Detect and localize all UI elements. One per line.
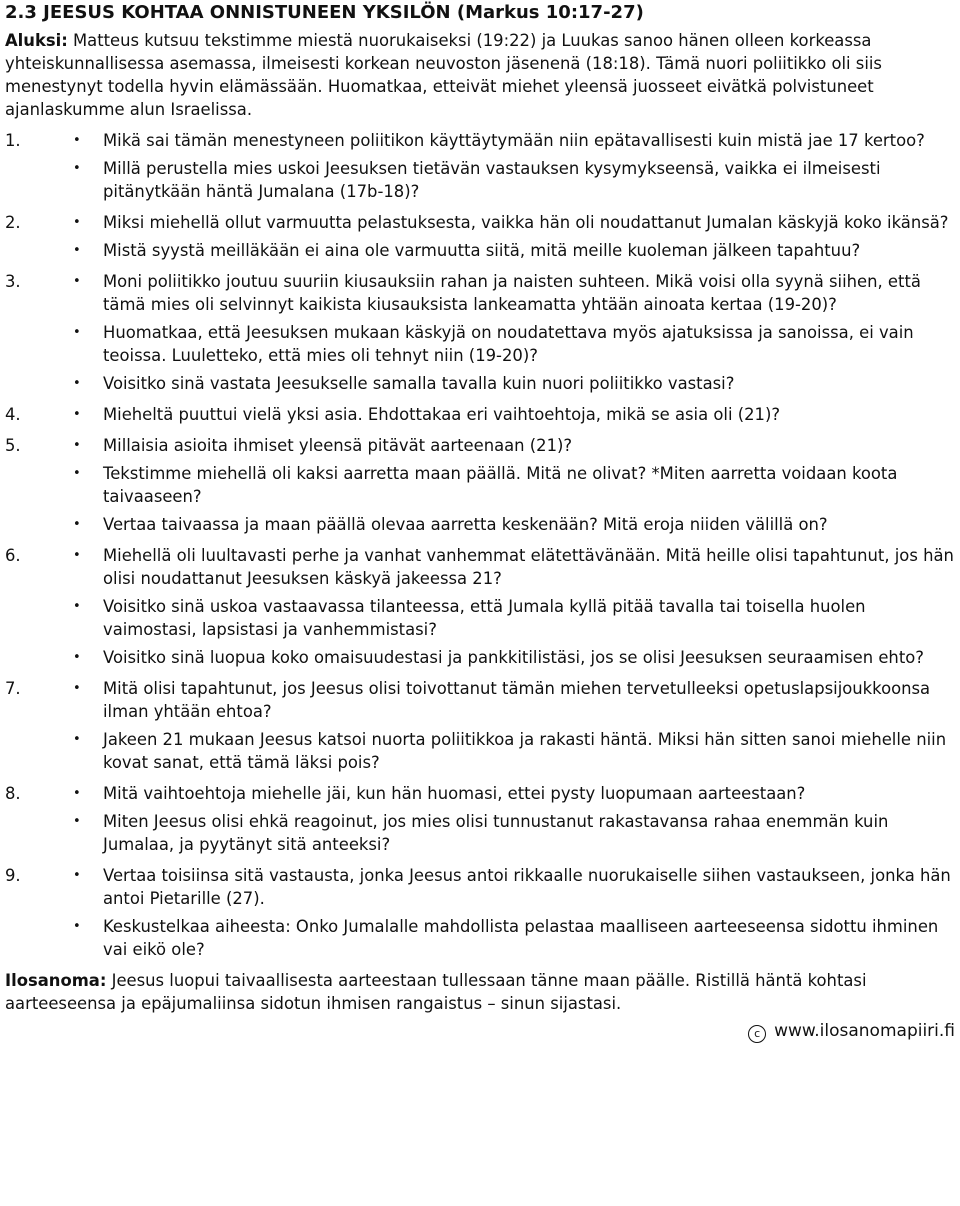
- question-list: [5, 129, 955, 961]
- question-block: [5, 211, 955, 262]
- question-text: Millaisia asioita ihmiset yleensä pitävät aarteenaan (21)?: [103, 436, 573, 455]
- question-text: Mitä vaihtoehtoja miehelle jäi, kun hän huomasi, ettei pysty luopumaan aarteestaan?: [103, 784, 806, 803]
- question-block: [5, 434, 955, 536]
- question-number: 1.: [5, 131, 21, 150]
- question-text: Keskustelkaa aiheesta: Onko Jumalalle mahdollista pelastaa maalliseen aarteeseensa sidottu ihminen vai eikö ole?: [103, 917, 939, 959]
- copyright-icon: c: [748, 1025, 766, 1043]
- bullet-icon: •: [73, 325, 81, 340]
- question-text: Miten Jeesus olisi ehkä reagoinut, jos mies olisi tunnustanut rakastavansa rahaa enemmän kuin Jumalaa, ja pyytänyt sitä anteeksi?: [103, 812, 889, 854]
- question-text: Voisitko sinä luopua koko omaisuudestasi ja pankkitilistäsi, jos se olisi Jeesuksen seuraamisen ehto?: [103, 648, 924, 667]
- question-number: 8.: [5, 784, 21, 803]
- page-title: 2.3 JEESUS KOHTAA ONNISTUNEEN YKSILÖN (Markus 10:17-27): [5, 2, 644, 23]
- question-block: [5, 864, 955, 961]
- question-item: [5, 513, 955, 536]
- question-number: 2.: [5, 213, 21, 232]
- question-number: 7.: [5, 679, 21, 698]
- question-item: [5, 915, 955, 961]
- bullet-icon: •: [73, 548, 81, 563]
- bullet-icon: •: [73, 243, 81, 258]
- question-text: Mieheltä puuttui vielä yksi asia. Ehdottakaa eri vaihtoehtoja, mikä se asia oli (21)?: [103, 405, 781, 424]
- bullet-icon: •: [73, 438, 81, 453]
- bullet-icon: •: [73, 376, 81, 391]
- question-number: 6.: [5, 546, 21, 565]
- question-block: [5, 270, 955, 395]
- question-text: Millä perustella mies uskoi Jeesuksen tietävän vastauksen kysymykseensä, vaikka ei ilmeisesti pitänytkään häntä Jumalana (17b-18)?: [103, 159, 881, 201]
- question-text: Miehellä oli luultavasti perhe ja vanhat vanhemmat elätettävänään. Mitä heille olisi tapahtunut, jos hän olisi noudattanut Jeesuksen käskyä jakeessa 21?: [103, 546, 954, 588]
- bullet-icon: •: [73, 215, 81, 230]
- question-block: [5, 782, 955, 856]
- question-text: Vertaa taivaassa ja maan päällä olevaa aarretta keskenään? Mitä eroja niiden välillä on?: [103, 515, 828, 534]
- question-item: [5, 403, 955, 426]
- intro-paragraph: [5, 29, 955, 121]
- bullet-icon: •: [73, 599, 81, 614]
- question-item: [5, 270, 955, 316]
- question-item: [5, 864, 955, 910]
- document-page: [5, 0, 955, 1043]
- question-item: [5, 372, 955, 395]
- question-text: Mistä syystä meilläkään ei aina ole varmuutta siitä, mitä meille kuoleman jälkeen tapahtuu?: [103, 241, 861, 260]
- bullet-icon: •: [73, 786, 81, 801]
- question-item: [5, 677, 955, 723]
- intro-text: Matteus kutsuu tekstimme miestä nuorukaiseksi (19:22) ja Luukas sanoo hänen olleen korkeassa yhteiskunnallisessa asemassa, ilmeisesti korkean neuvoston jäsenenä (18:18). Tämä nuori poliitikko oli siis menestynyt todella hyvin elämässään. Huomatkaa, etteivät miehet yleensä juosseet eivätkä polvistuneet ajanlaskumme alun Israelissa.: [5, 31, 882, 119]
- bullet-icon: •: [73, 650, 81, 665]
- footer: [5, 1020, 955, 1043]
- question-number: 9.: [5, 866, 21, 885]
- question-text: Huomatkaa, että Jeesuksen mukaan käskyjä on noudatettava myös ajatuksissa ja sanoissa, ei vain teoissa. Luuletteko, että mies oli tehnyt niin (19-20)?: [103, 323, 914, 365]
- question-item: [5, 810, 955, 856]
- question-item: [5, 129, 955, 152]
- question-number: 3.: [5, 272, 21, 291]
- question-text: Vertaa toisiinsa sitä vastausta, jonka Jeesus antoi rikkaalle nuorukaiselle siihen vastaukseen, jonka hän antoi Pietarille (27).: [103, 866, 951, 908]
- question-item: [5, 434, 955, 457]
- question-number: 5.: [5, 436, 21, 455]
- question-item: [5, 646, 955, 669]
- closing-text: Jeesus luopui taivaallisesta aarteestaan tullessaan tänne maan päälle. Ristillä häntä kohtasi aarteeseensa ja epäjumaliinsa sidotun ihmisen rangaistus – sinun sijastasi.: [5, 971, 867, 1013]
- question-item: [5, 211, 955, 234]
- question-item: [5, 544, 955, 590]
- footer-site: www.ilosanomapiiri.fi: [774, 1021, 955, 1041]
- question-text: Voisitko sinä vastata Jeesukselle samalla tavalla kuin nuori poliitikko vastasi?: [103, 374, 735, 393]
- question-text: Tekstimme miehellä oli kaksi aarretta maan päällä. Mitä ne olivat? *Miten aarretta voidaan koota taivaaseen?: [103, 464, 898, 506]
- question-block: [5, 403, 955, 426]
- question-block: [5, 129, 955, 203]
- bullet-icon: •: [73, 161, 81, 176]
- bullet-icon: •: [73, 919, 81, 934]
- question-block: [5, 544, 955, 669]
- question-item: [5, 321, 955, 367]
- bullet-icon: •: [73, 133, 81, 148]
- question-item: [5, 239, 955, 262]
- question-number: 4.: [5, 405, 21, 424]
- bullet-icon: •: [73, 814, 81, 829]
- question-text: Jakeen 21 mukaan Jeesus katsoi nuorta poliitikkoa ja rakasti häntä. Miksi hän sitten sanoi miehelle niin kovat sanat, että tämä läksi pois?: [103, 730, 947, 772]
- question-item: [5, 595, 955, 641]
- question-text: Voisitko sinä uskoa vastaavassa tilanteessa, että Jumala kyllä pitää tavalla tai toisella huolen vaimostasi, lapsistasi ja vanhemmistasi?: [103, 597, 866, 639]
- question-item: [5, 728, 955, 774]
- bullet-icon: •: [73, 681, 81, 696]
- question-block: [5, 677, 955, 774]
- bullet-icon: •: [73, 274, 81, 289]
- question-text: Moni poliitikko joutuu suuriin kiusauksiin rahan ja naisten suhteen. Mikä voisi olla syynä siihen, että tämä mies oli selvinnyt kaikista kiusauksista lankeamatta yhtään ainoata kertaa (19-20)?: [103, 272, 921, 314]
- bullet-icon: •: [73, 517, 81, 532]
- question-item: [5, 157, 955, 203]
- bullet-icon: •: [73, 732, 81, 747]
- closing-paragraph: [5, 969, 955, 1015]
- question-text: Mitä olisi tapahtunut, jos Jeesus olisi toivottanut tämän miehen tervetulleeksi opetuslapsijoukkoonsa ilman yhtään ehtoa?: [103, 679, 931, 721]
- bullet-icon: •: [73, 868, 81, 883]
- intro-label: Aluksi:: [5, 31, 68, 50]
- bullet-icon: •: [73, 466, 81, 481]
- bullet-icon: •: [73, 407, 81, 422]
- question-item: [5, 782, 955, 805]
- question-text: Mikä sai tämän menestyneen poliitikon käyttäytymään niin epätavallisesti kuin mistä jae 17 kertoo?: [103, 131, 925, 150]
- question-item: [5, 462, 955, 508]
- closing-label: Ilosanoma:: [5, 971, 107, 990]
- question-text: Miksi miehellä ollut varmuutta pelastuksesta, vaikka hän oli noudattanut Jumalan käskyjä koko ikänsä?: [103, 213, 949, 232]
